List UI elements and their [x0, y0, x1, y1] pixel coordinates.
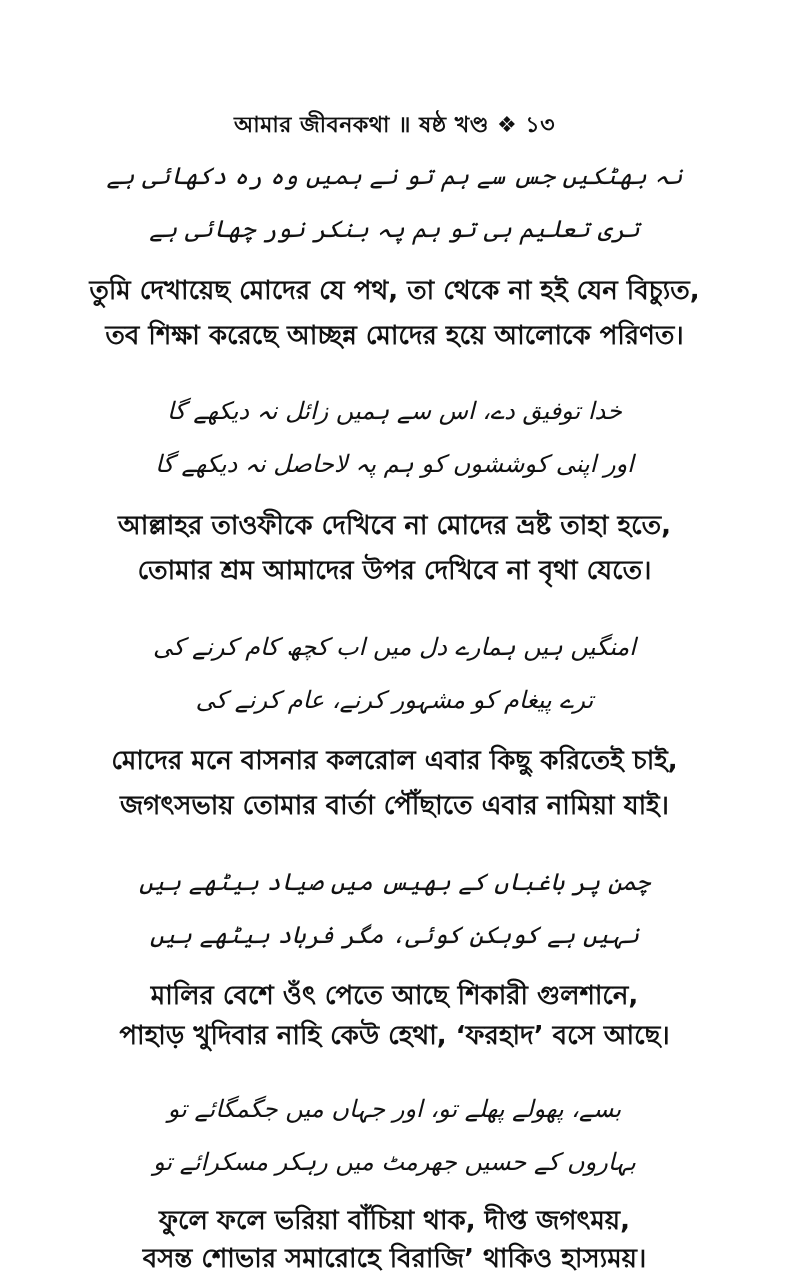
bangla-verse-line: জগৎসভায় তোমার বার্তা পৌঁছাতে এবার নামিয়া যাই। [120, 791, 669, 821]
urdu-verse-line: بسے، پھولے پھلے تو، اور جہاں میں جگمگائے تو [167, 1095, 622, 1123]
bangla-verse-line: পাহাড় খুদিবার নাহি কেউ হেথা, ‘ফরহাদ’ বসে আছে। [119, 1021, 670, 1051]
bangla-verse-line: মোদের মনে বাসনার কলরোল এবার কিছু করিতেই চাই, [111, 746, 678, 776]
urdu-verse-line: خدا توفیق دے، اس سے ہمیں زائل نہ دیکھے گا [167, 397, 622, 425]
urdu-verse-line: تری تعلیم ہی تو ہم پہ بنکر نور چھائی ہے [149, 215, 640, 243]
urdu-verse-line: نہ بھٹکیں جس سے ہم تو نے ہمیں وہ رہ دکھائی ہے [106, 162, 683, 190]
bangla-verse-line: আল্লাহর তাওফীকে দেখিবে না মোদের ভ্রষ্ট তাহা হতে, [117, 511, 671, 541]
bangla-verse-line: ফুলে ফলে ভরিয়া বাঁচিয়া থাক, দীপ্ত জগৎময়, [159, 1206, 630, 1236]
urdu-verse-line: چمن پر باغباں کے بھیس میں صیاد بیٹھے ہیں [138, 868, 651, 896]
urdu-verse-line: بہاروں کے حسیں جھرمٹ میں رہکر مسکرائے تو [153, 1148, 636, 1176]
urdu-verse-line: امنگیں ہیں ہمارے دل میں اب کچھ کام کرنے کی [153, 633, 636, 661]
urdu-verse-line: نہیں ہے کوہکن کوئی، مگر فرہاد بیٹھے ہیں [149, 921, 640, 949]
page-header: আমার জীবনকথা ॥ ষষ্ঠ খণ্ড ❖ ১৩ [234, 113, 555, 138]
bangla-verse-line: তব শিক্ষা করেছে আচ্ছন্ন মোদের হয়ে আলোকে পরিণত। [105, 321, 684, 351]
bangla-verse-line: তোমার শ্রম আমাদের উপর দেখিবে না বৃথা যেতে। [137, 556, 652, 586]
bangla-verse-line: তুমি দেখায়েছ মোদের যে পথ, তা থেকে না হই যেন বিচ্যুত, [89, 276, 700, 306]
bangla-verse-line: মালির বেশে ওঁৎ পেতে আছে শিকারী গুলশানে, [150, 981, 639, 1011]
bangla-verse-line: বসন্ত শোভার সমারোহে বিরাজি’ থাকিও হাস্যময়। [142, 1244, 647, 1274]
urdu-verse-line: ترے پیغام کو مشہور کرنے، عام کرنے کی [195, 686, 594, 714]
urdu-verse-line: اور اپنی کوششوں کو ہم پہ لاحاصل نہ دیکھے گا [155, 450, 634, 478]
